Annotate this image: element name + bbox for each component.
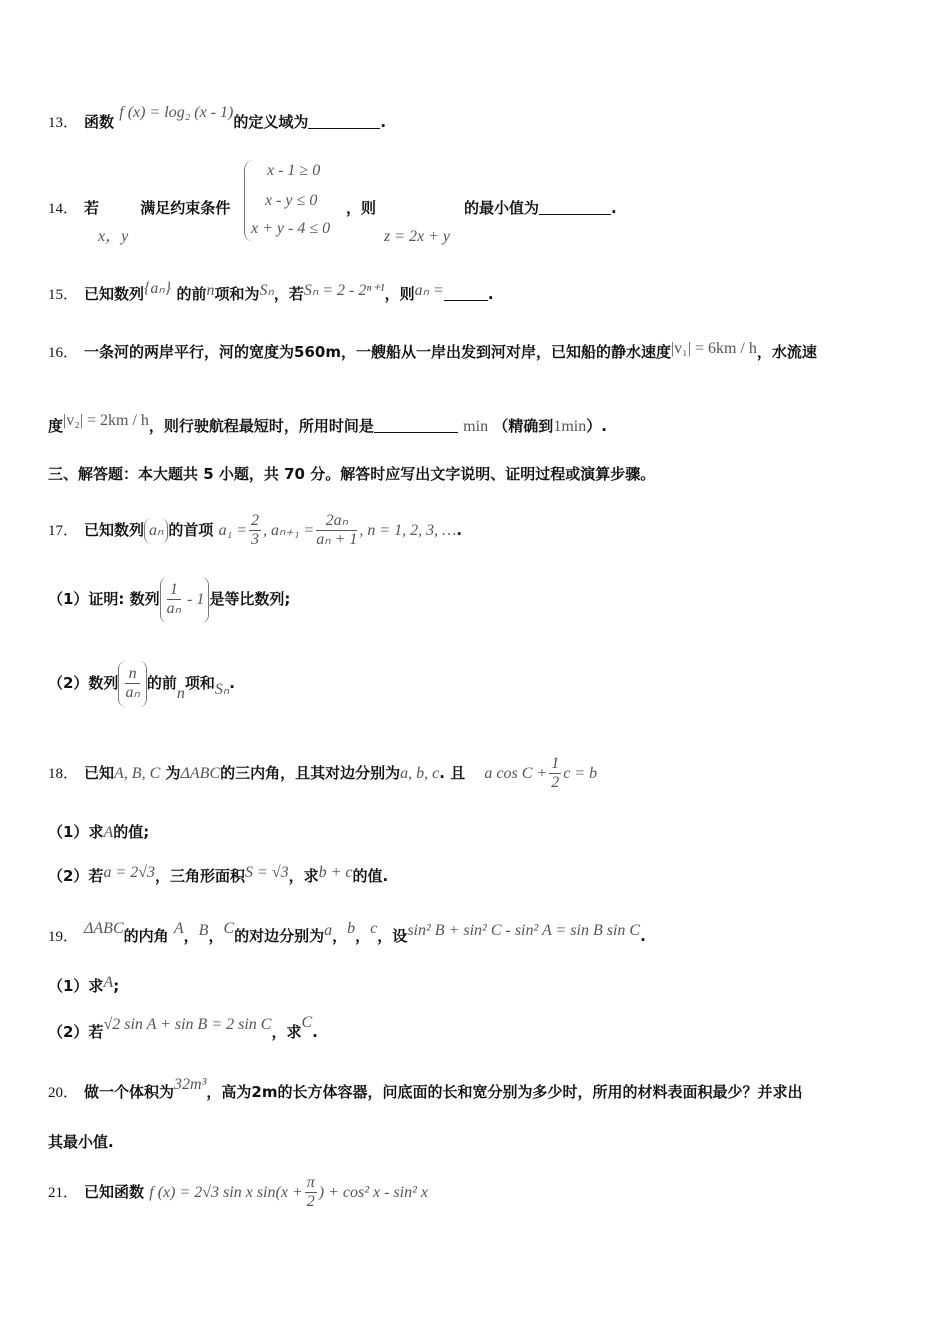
formula: 32m³ — [174, 1076, 207, 1093]
question-number: 17． — [48, 523, 79, 539]
text: （1）求 — [48, 823, 104, 841]
formula: ) + cos² x - sin² x — [318, 1184, 428, 1201]
formula: a = 2√3 — [103, 864, 156, 881]
text: 项和为 — [214, 285, 260, 303]
formula: x，y — [98, 228, 129, 245]
formula: |v₁| = 6km / h — [670, 340, 757, 357]
text: 的首项 — [168, 521, 214, 539]
formula: aₙ = — [414, 282, 444, 299]
formula: |v₂| = 2km / h — [63, 412, 149, 429]
question-21 — [48, 1172, 428, 1213]
text: 的值. — [352, 867, 389, 885]
numerator: 1 — [551, 755, 560, 772]
text: 满足约束条件 — [140, 199, 231, 217]
formula: Sₙ — [259, 282, 274, 299]
question-16-line1 — [48, 342, 817, 363]
numerator: 2aₙ — [316, 512, 357, 531]
formula: n — [176, 685, 185, 702]
text: 的前 — [176, 285, 207, 303]
formula: {aₙ} — [144, 280, 172, 297]
text: ，求 — [271, 1023, 302, 1041]
text: ，设 — [377, 927, 408, 945]
formula: A — [103, 974, 114, 991]
question-number: 15． — [48, 287, 79, 303]
formula: a, b, c — [400, 765, 440, 782]
text: ， — [332, 927, 348, 945]
text: . — [611, 199, 617, 217]
text: 的值; — [113, 823, 150, 841]
text: ，三角形面积 — [155, 867, 246, 885]
text: 是等比数列; — [209, 590, 291, 608]
formula: , aₙ₊₁ = — [263, 522, 315, 539]
text: ，则 — [384, 285, 415, 303]
question-13 — [48, 104, 387, 133]
question-number: 13． — [48, 115, 79, 131]
fraction — [125, 665, 139, 702]
formula: Sₙ — [214, 681, 230, 698]
constraint-1: x - 1 ≥ 0 — [267, 162, 321, 179]
formula: c — [370, 920, 378, 937]
fraction — [167, 581, 181, 618]
text: ; — [113, 977, 120, 995]
formula: n — [206, 282, 215, 299]
section-3-heading — [48, 464, 655, 484]
question-14-then — [346, 198, 376, 218]
formula: √2 sin A + sin B = 2 sin C — [103, 1016, 272, 1033]
question-17-part1 — [48, 576, 290, 623]
unit: min — [463, 418, 489, 435]
question-19-part2 — [48, 1014, 318, 1043]
formula: z = 2x + y — [384, 228, 451, 245]
constraint-2: x - y ≤ 0 — [265, 192, 318, 209]
formula: A — [103, 824, 114, 841]
question-number: 16． — [48, 345, 79, 361]
formula: B — [198, 922, 209, 939]
formula: a cos C + — [484, 765, 548, 782]
question-14 — [48, 198, 230, 219]
formula: A — [173, 920, 184, 937]
formula: 1min — [553, 418, 587, 435]
formula: sin² B + sin² C - sin² A = sin B sin C — [407, 922, 641, 939]
text: （1）证明: 数列 — [48, 590, 160, 608]
text: ，则 — [346, 199, 377, 217]
fraction — [316, 512, 357, 549]
text: ， — [355, 927, 371, 945]
formula: C — [301, 1014, 313, 1031]
sequence-brace — [118, 661, 146, 707]
text: 的最小值为 — [464, 199, 540, 217]
text: 函数 — [84, 113, 115, 131]
sequence-brace — [160, 577, 210, 623]
text: （2）若 — [48, 867, 104, 885]
question-20-line1 — [48, 1076, 803, 1103]
question-15 — [48, 280, 494, 305]
text: ，水流速 — [756, 343, 817, 361]
question-17-part2 — [48, 660, 235, 707]
text: 三、解答题：本大题共 5 小题，共 70 分。解答时应写出文字说明、证明过程或演算步骤。 — [48, 465, 656, 483]
question-19-part1 — [48, 976, 119, 997]
text: ，求 — [288, 867, 319, 885]
text: 的内角 — [123, 927, 169, 945]
text: . — [487, 285, 494, 303]
formula: Sₙ = 2 - 2ⁿ⁺¹ — [303, 282, 385, 299]
text: 的三内角，且其对边分别为 — [220, 764, 401, 782]
formula: ΔABC — [84, 920, 124, 937]
text: . — [312, 1023, 318, 1041]
text: ）. — [586, 417, 607, 435]
text: ，则行驶航程最短时，所用时间是 — [148, 417, 374, 435]
denominator: aₙ — [125, 684, 140, 702]
text: 项和 — [184, 674, 215, 692]
denominator: 2 — [306, 1193, 315, 1210]
text: 已知数列 — [84, 285, 145, 303]
text: 若 — [84, 199, 100, 217]
text: （2）数列 — [48, 674, 119, 692]
question-18 — [48, 750, 597, 797]
formula: S = √3 — [245, 864, 289, 881]
text: 已知数列 — [84, 521, 145, 539]
question-20-line2 — [48, 1132, 114, 1152]
formula: , n = 1, 2, 3, … — [359, 522, 457, 539]
text: . — [640, 927, 646, 945]
fraction — [249, 512, 261, 549]
text: 的对边分别为 — [234, 927, 325, 945]
text: ，若 — [273, 285, 304, 303]
formula: b + c — [318, 864, 353, 881]
text: . — [380, 113, 387, 131]
text: ， — [208, 927, 224, 945]
answer-blank[interactable] — [374, 418, 458, 433]
formula: c = b — [563, 765, 598, 782]
question-17 — [48, 512, 462, 549]
text: . — [456, 521, 463, 539]
formula: a₁ = — [218, 522, 248, 539]
text: ， — [183, 927, 199, 945]
denominator: aₙ — [166, 600, 182, 618]
text: 为 — [165, 764, 181, 782]
formula: - 1 — [187, 590, 205, 608]
text: （2）若 — [48, 1023, 104, 1041]
text: 已知 — [84, 764, 115, 782]
denominator: 2 — [551, 774, 560, 791]
text: . — [229, 674, 235, 692]
question-18-part1 — [48, 822, 149, 843]
text: 其最小值. — [48, 1133, 114, 1151]
fraction — [305, 1174, 317, 1211]
numerator: 1 — [167, 581, 181, 600]
text: 的前 — [146, 674, 177, 692]
question-14-tail — [464, 198, 617, 218]
formula: C — [223, 920, 235, 937]
formula: a — [324, 922, 333, 939]
numerator: 2 — [251, 512, 260, 529]
formula: A, B, C — [114, 765, 161, 782]
question-number: 14． — [48, 201, 79, 217]
text: 已知函数 — [84, 1183, 145, 1201]
question-14-z — [384, 226, 450, 247]
question-14-vars — [98, 226, 128, 247]
question-19 — [48, 920, 646, 947]
numerator: n — [125, 665, 139, 684]
constraint-system — [244, 160, 355, 242]
text: （精确到 — [493, 417, 554, 435]
numerator: π — [306, 1174, 315, 1191]
text: （1）求 — [48, 977, 104, 995]
formula: f (x) = 2√3 sin x sin(x + — [149, 1184, 303, 1201]
question-16-line2 — [48, 412, 607, 437]
text: ，高为2m的长方体容器，问底面的长和宽分别为多少时，所用的材料表面积最少？并求出 — [206, 1083, 803, 1101]
fraction — [549, 755, 561, 792]
denominator: aₙ + 1 — [316, 531, 358, 548]
question-18-part2 — [48, 866, 388, 887]
text: . 且 — [439, 764, 466, 782]
text: 的定义域为 — [233, 113, 309, 131]
text: 一条河的两岸平行，河的宽度为560m，一艘船从一岸出发到河对岸，已知船的静水速度 — [84, 343, 671, 361]
answer-blank[interactable] — [444, 286, 488, 301]
formula: ΔABC — [180, 765, 221, 782]
question-number: 21． — [48, 1185, 79, 1201]
formula: aₙ — [144, 518, 168, 544]
question-number: 19． — [48, 929, 79, 945]
answer-blank[interactable] — [539, 200, 611, 215]
text: 度 — [48, 417, 64, 435]
formula: f (x) = log₂ (x - 1) — [119, 104, 234, 121]
question-number: 18． — [48, 766, 79, 782]
formula: b — [347, 920, 356, 937]
question-number: 20． — [48, 1085, 79, 1101]
answer-blank[interactable] — [308, 114, 380, 129]
text: 做一个体积为 — [84, 1083, 175, 1101]
constraint-3: x + y - 4 ≤ 0 — [251, 220, 331, 237]
denominator: 3 — [251, 531, 260, 548]
